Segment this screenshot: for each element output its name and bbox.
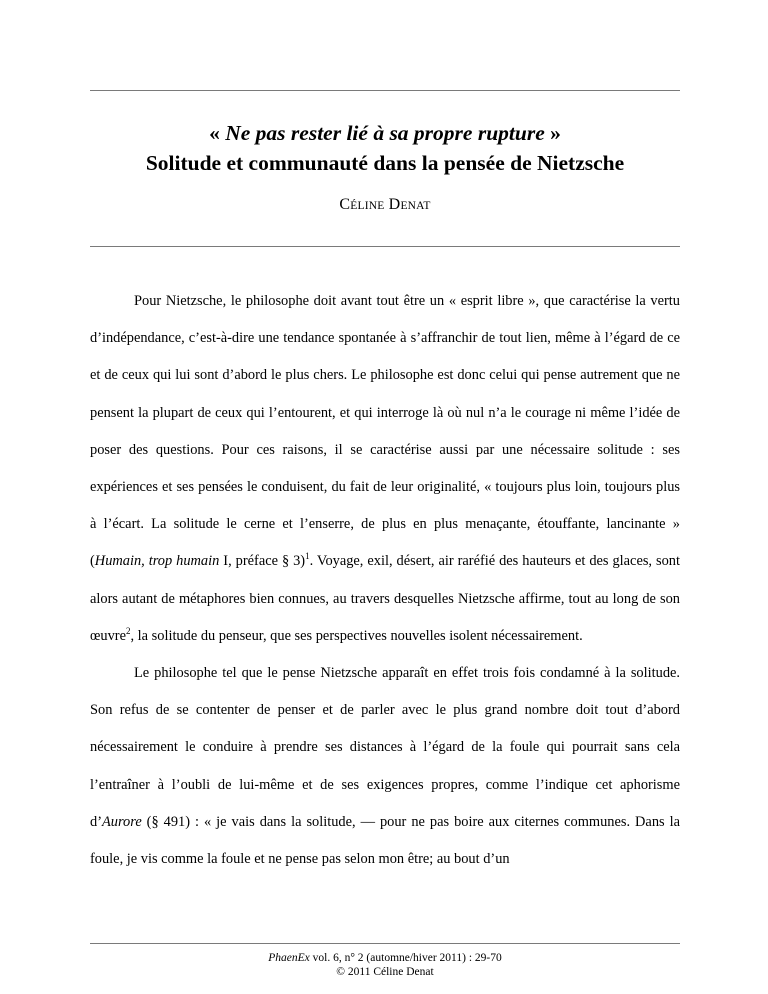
title-divider [90,246,680,247]
footer-divider [90,943,680,944]
paragraph-2: Le philosophe tel que le pense Nietzsche apparaît en effet trois fois condamné à la solitude. Son refus de se contenter de penser et de parler avec le plus grand nombre doit tout d’abord nécessairement le conduire à prendre ses distances à l’égard de la foule qui pourrait sans cela l’entraîner à l’oubli de lui-même et de ses exigences propres, comme l’indique cet aphorisme d’Aurore (§ 491) : « je vais dans la solitude, — pour ne pas boire aux citernes communes. Dans la foule, je vis comme la foule et ne pense pas selon mon être; au bout d’un [90,665,680,868]
copyright-notice: © 2011 Céline Denat [336,966,434,978]
work-title-aurore: Aurore [102,813,142,830]
title-open-quote: « [209,121,226,145]
title-close-quote: » [544,121,561,145]
top-divider [90,90,680,91]
work-title-humain: Humain, trop humain [94,553,220,570]
title-main: Ne pas rester lié à sa propre rupture [225,121,545,145]
article-title [90,118,680,178]
title-line-1 [90,118,680,148]
page-footer [90,951,680,979]
title-subtitle: Solitude et communauté dans la pensée de Nietzsche [145,151,625,175]
journal-citation: PhaenEx vol. 6, n° 2 (automne/hiver 2011) : 29-70 [268,952,502,964]
footnote-ref-2[interactable]: 2 [125,626,131,637]
article-body [90,283,680,878]
journal-name: PhaenEx [268,952,310,964]
footnote-ref-1[interactable]: 1 [305,551,310,562]
paragraph-1: Pour Nietzsche, le philosophe doit avant tout être un « esprit libre », que caractérise la vertu d’indépendance, c’est-à-dire une tendance spontanée à s’affranchir de tout lien, même à l’égard de ce et de ceux qui lui sont d’abord le plus chers. Le philosophe est donc celui qui pense autrement que ne pensent la plupart de ceux qui l’entourent, et qui interroge là où nul n’a le courage ni même l’idée de poser des questions. Pour ces raisons, il se caractérise aussi par une nécessaire solitude : ses expériences et ses pensées le conduisent, du fait de leur originalité, « toujours plus loin, toujours plus à l’écart. La solitude le cerne et l’enserre, de plus en plus menaçante, étouffante, lancinante » (Humain, trop humain I, préface § 3)$^1$. Voyage, exil, désert, air raréfié des hauteurs et des glaces, sont alors autant de métaphores bien connues, au travers desquelles Nietzsche affirme, tout au long de son œuvre$^2$, la solitude du penseur, que ses perspectives nouvelles isolent nécessairement. [90,293,680,644]
author-name: CÉLINE DENAT [339,196,431,213]
